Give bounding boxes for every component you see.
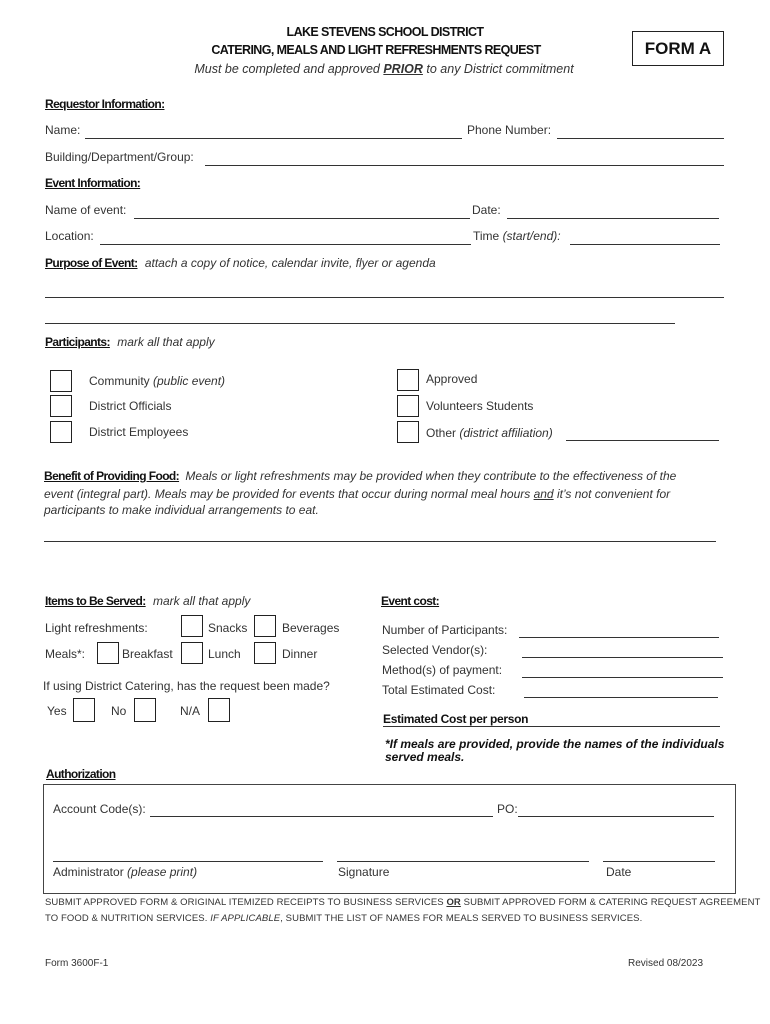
time-label xyxy=(473,229,561,243)
payment-label: Method(s) of payment: xyxy=(382,663,503,677)
benefit-line-1 xyxy=(44,469,676,483)
form-label: FORM A xyxy=(644,39,712,58)
beverages-checkbox[interactable] xyxy=(254,615,276,637)
district-name: LAKE STEVENS SCHOOL DISTRICT xyxy=(286,25,484,39)
benefit-text-2-post: it’s not convenient for xyxy=(553,487,671,501)
location-label: Location: xyxy=(45,229,94,243)
purpose-hint: attach a copy of notice, calendar invite, flyer or agenda xyxy=(144,256,436,270)
items-hint: mark all that apply xyxy=(152,594,251,608)
time-field[interactable] xyxy=(570,244,720,245)
volunteers-label: Volunteers Students xyxy=(426,399,534,413)
district-officials-label: District Officials xyxy=(89,399,172,413)
community-label-text: Community xyxy=(89,374,154,388)
requestor-heading: Requestor Information: xyxy=(45,97,165,111)
participants-count-field[interactable] xyxy=(519,637,719,638)
instructions-2-pre: TO FOOD & NUTRITION SERVICES. xyxy=(45,913,211,924)
community-label xyxy=(89,374,225,388)
dinner-checkbox[interactable] xyxy=(254,642,276,664)
other-label xyxy=(426,426,553,440)
meals-label: Meals*: xyxy=(45,647,86,661)
dinner-label: Dinner xyxy=(282,647,318,661)
event-name-field[interactable] xyxy=(134,218,470,219)
benefit-text-2-pre: event (integral part). Meals may be provided for events that occur during normal meal hours xyxy=(44,487,534,501)
yes-label: Yes xyxy=(47,704,67,718)
cost-heading: Event cost: xyxy=(381,594,440,608)
administrator-field[interactable] xyxy=(53,861,323,862)
participants-row xyxy=(45,335,215,349)
district-officials-checkbox[interactable] xyxy=(50,395,72,417)
district-employees-checkbox[interactable] xyxy=(50,421,72,443)
district-employees-label: District Employees xyxy=(89,425,189,439)
signature-label: Signature xyxy=(338,865,390,879)
meals-note-line-2: served meals. xyxy=(385,750,465,764)
authorization-heading: Authorization xyxy=(46,767,116,781)
benefit-heading: Benefit of Providing Food: xyxy=(44,469,180,483)
benefit-text-2-emph: and xyxy=(533,487,554,501)
po-label: PO: xyxy=(497,802,518,816)
instructions-1-pre: SUBMIT APPROVED FORM & ORIGINAL ITEMIZED RECEIPTS TO BUSINESS SERVICES xyxy=(45,897,447,908)
meals-note-line-1: *If meals are provided, provide the names of the individuals xyxy=(385,737,725,751)
instructions-2-post: , SUBMIT THE LIST OF NAMES FOR MEALS SERVED TO BUSINESS SERVICES. xyxy=(280,913,643,924)
purpose-heading: Purpose of Event: xyxy=(45,256,138,270)
form-label-box xyxy=(632,31,724,66)
purpose-row xyxy=(45,256,436,270)
name-field[interactable] xyxy=(85,138,462,139)
approved-checkbox[interactable] xyxy=(397,369,419,391)
lunch-checkbox[interactable] xyxy=(181,642,203,664)
per-person-label: Estimated Cost per person xyxy=(383,712,529,726)
benefit-line-3: participants to make individual arrangements to eat. xyxy=(44,503,319,517)
other-label-text: Other xyxy=(426,426,460,440)
total-cost-label: Total Estimated Cost: xyxy=(382,683,496,697)
form-number: Form 3600F-1 xyxy=(45,958,109,969)
administrator-label-hint: (please print) xyxy=(127,865,198,879)
per-person-field[interactable] xyxy=(383,726,720,727)
event-date-label: Date: xyxy=(472,203,501,217)
instructions-1-emph: OR xyxy=(446,897,461,908)
approval-note-emph: PRIOR xyxy=(383,62,423,76)
auth-date-field[interactable] xyxy=(603,861,715,862)
instructions-1-post: SUBMIT APPROVED FORM & CATERING REQUEST AGREEMENT xyxy=(460,897,761,908)
other-label-hint: (district affiliation) xyxy=(459,426,553,440)
purpose-line-2[interactable] xyxy=(45,323,675,324)
no-label: No xyxy=(111,704,127,718)
breakfast-checkbox[interactable] xyxy=(97,642,119,664)
phone-field[interactable] xyxy=(557,138,724,139)
auth-date-label: Date xyxy=(606,865,632,879)
benefit-text-1: Meals or light refreshments may be provided when they contribute to the effectiveness of the xyxy=(185,469,677,483)
purpose-line-1[interactable] xyxy=(45,297,724,298)
revised-date: Revised 08/2023 xyxy=(628,958,704,969)
event-name-label: Name of event: xyxy=(45,203,127,217)
items-row xyxy=(45,594,250,608)
event-date-field[interactable] xyxy=(507,218,719,219)
phone-label: Phone Number: xyxy=(467,123,552,137)
event-heading: Event Information: xyxy=(45,176,141,190)
approval-note-post: to any District commitment xyxy=(422,62,574,76)
time-label-hint: (start/end): xyxy=(502,229,561,243)
building-field[interactable] xyxy=(205,165,724,166)
yes-checkbox[interactable] xyxy=(73,698,95,722)
benefit-line-2 xyxy=(44,487,670,501)
administrator-label xyxy=(53,865,197,879)
snacks-label: Snacks xyxy=(208,621,248,635)
form-title: CATERING, MEALS AND LIGHT REFRESHMENTS REQUEST xyxy=(211,43,541,57)
instructions-line-1 xyxy=(45,897,760,908)
volunteers-checkbox[interactable] xyxy=(397,395,419,417)
instructions-line-2 xyxy=(45,913,642,924)
account-code-field[interactable] xyxy=(150,816,493,817)
instructions-2-emph: IF APPLICABLE xyxy=(210,913,281,924)
beverages-label: Beverages xyxy=(282,621,340,635)
participants-hint: mark all that apply xyxy=(117,335,215,349)
approved-label: Approved xyxy=(426,372,478,386)
benefit-field[interactable] xyxy=(44,541,716,542)
payment-field[interactable] xyxy=(522,677,723,678)
name-label: Name: xyxy=(45,123,81,137)
snacks-checkbox[interactable] xyxy=(181,615,203,637)
administrator-label-text: Administrator xyxy=(53,865,128,879)
time-label-text: Time xyxy=(473,229,503,243)
participants-heading: Participants: xyxy=(45,335,110,349)
lunch-label: Lunch xyxy=(208,647,241,661)
breakfast-label: Breakfast xyxy=(122,647,173,661)
community-label-hint: (public event) xyxy=(153,374,226,388)
other-checkbox[interactable] xyxy=(397,421,419,443)
total-cost-field[interactable] xyxy=(524,697,718,698)
catering-question: If using District Catering, has the request been made? xyxy=(43,679,330,693)
signature-field[interactable] xyxy=(337,861,589,862)
items-heading: Items to Be Served: xyxy=(45,594,146,608)
other-field[interactable] xyxy=(566,440,719,441)
vendors-field[interactable] xyxy=(522,657,723,658)
light-refreshments-label: Light refreshments: xyxy=(45,621,148,635)
community-checkbox[interactable] xyxy=(50,370,72,392)
location-field[interactable] xyxy=(100,244,471,245)
approval-note-pre: Must be completed and approved xyxy=(194,62,384,76)
building-label: Building/Department/Group: xyxy=(45,150,194,164)
participants-count-label: Number of Participants: xyxy=(382,623,508,637)
vendors-label: Selected Vendor(s): xyxy=(382,643,488,657)
no-checkbox[interactable] xyxy=(134,698,156,722)
po-field[interactable] xyxy=(518,816,714,817)
na-checkbox[interactable] xyxy=(208,698,230,722)
account-code-label: Account Code(s): xyxy=(53,802,146,816)
na-label: N/A xyxy=(180,704,201,718)
